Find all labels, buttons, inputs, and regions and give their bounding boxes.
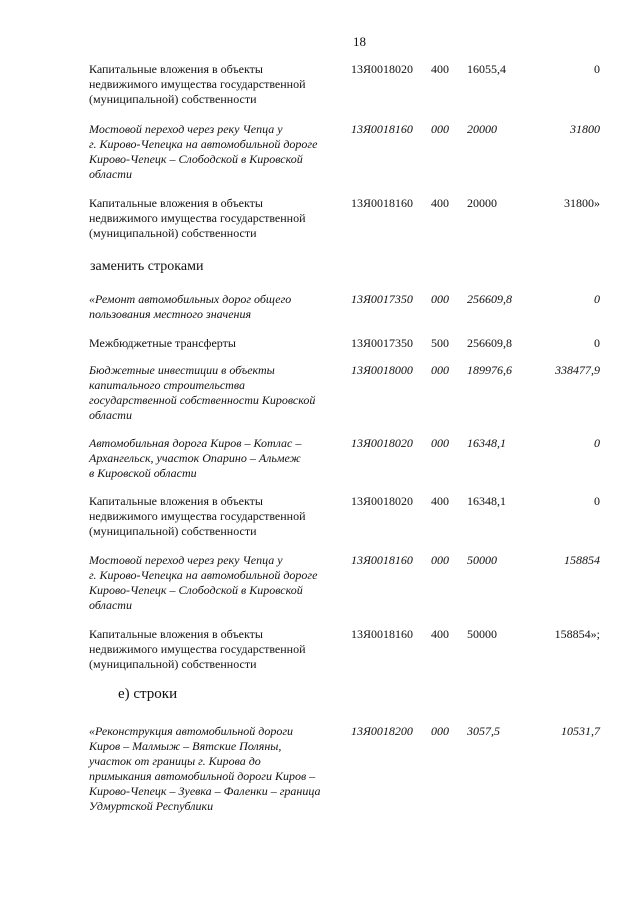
row-value-1: 50000	[467, 627, 497, 641]
row-value-2: 0	[594, 292, 600, 306]
row-name: Капитальные вложения в объекты недвижимого имущества государственной (муниципальной) собственности	[89, 494, 306, 538]
page-number: 18	[353, 34, 366, 49]
row-value-1: 16348,1	[467, 436, 506, 450]
row-value-1: 50000	[467, 553, 497, 567]
row-vr: 000	[431, 292, 449, 306]
row-vr: 500	[431, 336, 449, 350]
row-name: «Реконструкция автомобильной дороги Киров – Малмыж – Вятские Поляны, участок от границы г. Кирова до примыкания автомобильной дороги Киров – Кирово-Чепецк – Зуевка – Фаленки – граница Удмуртской Республики	[89, 724, 321, 813]
row-code: 13Я0018160	[351, 553, 413, 567]
row-value-2: 0	[594, 62, 600, 76]
row-vr: 400	[431, 627, 449, 641]
row-code: 13Я0018000	[351, 363, 413, 377]
row-vr: 000	[431, 724, 449, 738]
row-name: Капитальные вложения в объекты недвижимого имущества государственной (муниципальной) собственности	[89, 627, 306, 671]
row-name: Капитальные вложения в объекты недвижимого имущества государственной (муниципальной) собственности	[89, 196, 306, 240]
section-heading: е) строки	[118, 686, 178, 702]
row-code: 13Я0018020	[351, 436, 413, 450]
row-name: Автомобильная дорога Киров – Котлас – Архангельск, участок Опарино – Альмеж в Кировской области	[89, 436, 302, 480]
row-code: 13Я0018200	[351, 724, 413, 738]
row-vr: 400	[431, 494, 449, 508]
row-name: Мостовой переход через реку Чепца у г. Кирово-Чепецка на автомобильной дороге Кирово-Чепецк – Слободской в Кировской области	[89, 553, 318, 612]
row-code: 13Я0018160	[351, 627, 414, 641]
row-code: 13Я0018020	[351, 494, 414, 508]
row-value-1: 3057,5	[467, 724, 500, 738]
row-value-2: 338477,9	[555, 363, 600, 377]
row-code: 13Я0018160	[351, 196, 414, 210]
row-value-1: 20000	[467, 122, 497, 136]
row-value-1: 189976,6	[467, 363, 512, 377]
row-code: 13Я0018020	[351, 62, 414, 76]
row-value-1: 16348,1	[467, 494, 506, 508]
row-name: Бюджетные инвестиции в объекты капитального строительства государственной собственности Кировской области	[89, 363, 316, 422]
row-value-2: 158854»;	[554, 627, 600, 641]
row-code: 13Я0017350	[351, 336, 414, 350]
row-name: «Ремонт автомобильных дорог общего пользования местного значения	[89, 292, 292, 321]
row-vr: 000	[431, 363, 449, 377]
row-vr: 000	[431, 122, 449, 136]
row-value-2: 0	[594, 336, 600, 350]
row-vr: 000	[431, 553, 449, 567]
row-code: 13Я0017350	[351, 292, 413, 306]
row-value-1: 20000	[467, 196, 497, 210]
row-name: Межбюджетные трансферты	[89, 336, 236, 350]
row-value-2: 31800»	[564, 196, 600, 210]
row-value-2: 31800	[570, 122, 600, 136]
row-name: Мостовой переход через реку Чепца у г. Кирово-Чепецка на автомобильной дороге Кирово-Чепецк – Слободской в Кировской области	[89, 122, 318, 181]
row-vr: 400	[431, 196, 449, 210]
row-vr: 000	[431, 436, 449, 450]
row-code: 13Я0018160	[351, 122, 413, 136]
row-value-1: 16055,4	[467, 62, 506, 76]
row-name: Капитальные вложения в объекты недвижимого имущества государственной (муниципальной) собственности	[89, 62, 306, 106]
row-value-1: 256609,8	[467, 292, 512, 306]
replace-heading: заменить строками	[90, 259, 204, 274]
row-value-1: 256609,8	[467, 336, 512, 350]
row-value-2: 158854	[564, 553, 600, 567]
row-vr: 400	[431, 62, 449, 76]
row-value-2: 0	[594, 494, 600, 508]
row-value-2: 0	[594, 436, 600, 450]
row-value-2: 10531,7	[561, 724, 600, 738]
